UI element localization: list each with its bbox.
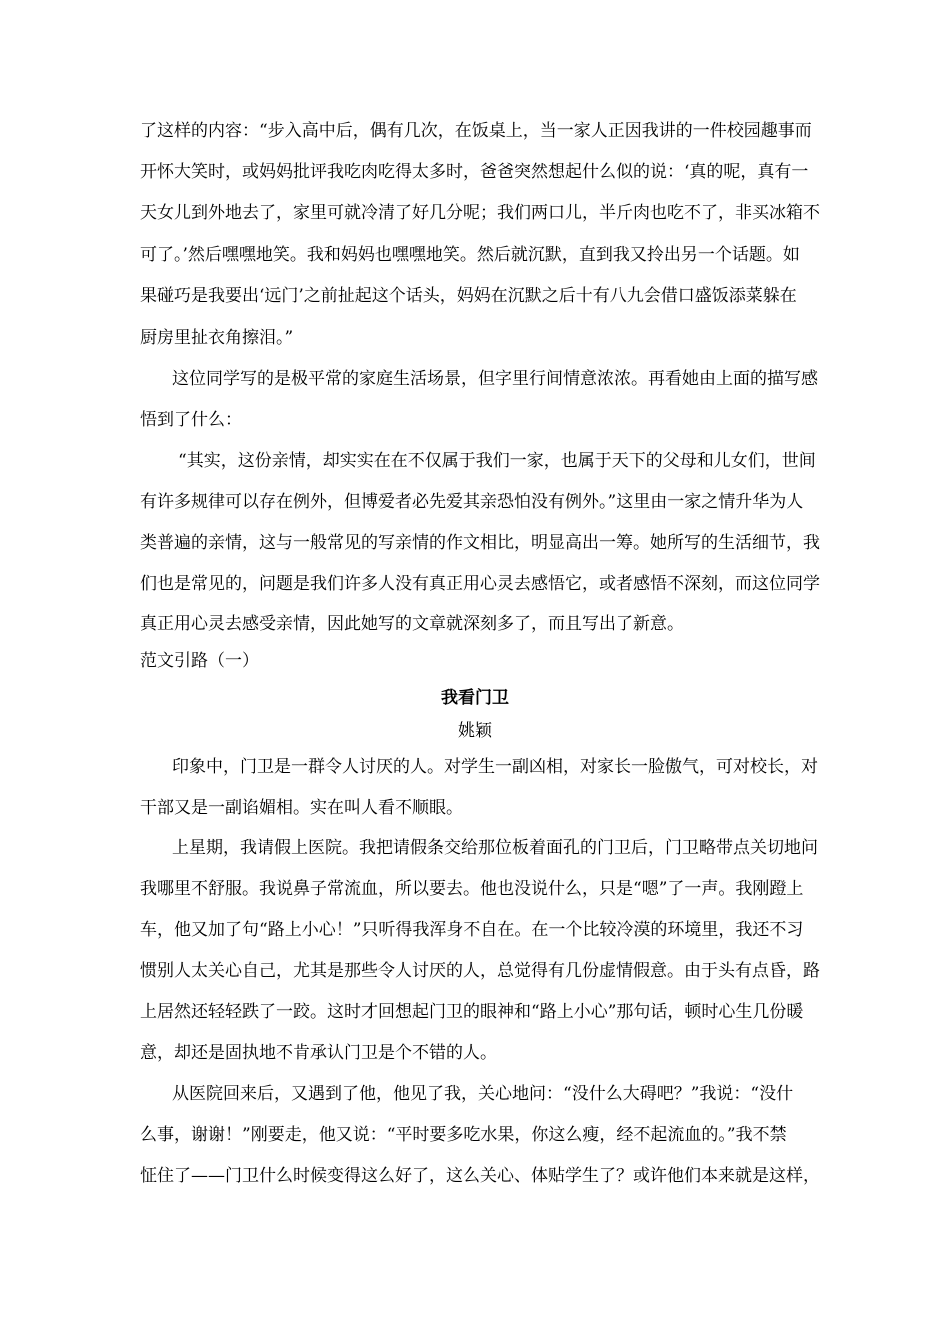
paragraph-line: 们也是常见的，问题是我们许多人没有真正用心灵去感悟它，或者感悟不深刻，而这位同学 [140, 574, 820, 594]
paragraph-line: 上星期，我请假上医院。我把请假条交给那位板着面孔的门卫后，门卫略带点关切地问 [172, 838, 818, 858]
paragraph-line: 干部又是一副谄媚相。实在叫人看不顺眼。 [140, 798, 463, 818]
paragraph-line: 印象中，门卫是一群令人讨厌的人。对学生一副凶相，对家长一脸傲气，可对校长，对 [172, 757, 818, 777]
paragraph-line: “其实，这份亲情，却实实在在不仅属于我们一家，也属于天下的父母和儿女们，世间 [178, 451, 816, 471]
essay-author: 姚颖 [458, 721, 492, 741]
section-label: 范文引路（一） [140, 651, 259, 671]
paragraph-line: 有许多规律可以存在例外，但博爱者必先爱其亲恐怕没有例外。”这里由一家之情升华为人 [140, 492, 804, 512]
paragraph-line: 果碰巧是我要出‘远门’之前扯起这个话头，妈妈在沉默之后十有八九会借口盛饭添菜躲在 [140, 286, 797, 306]
paragraph-line: 惯别人太关心自己，尤其是那些令人讨厌的人，总觉得有几份虚情假意。由于头有点昏，路 [140, 961, 820, 981]
paragraph-line: 悟到了什么： [140, 410, 242, 430]
paragraph-line: 了这样的内容：“步入高中后，偶有几次，在饭桌上，当一家人正因我讲的一件校园趣事而 [140, 121, 812, 141]
paragraph-line: 厨房里扯衣角擦泪。” [140, 328, 294, 348]
paragraph-line: 么事，谢谢！”刚要走，他又说：“平时要多吃水果，你这么瘦，经不起流血的。”我不禁 [140, 1125, 787, 1145]
paragraph-line: 真正用心灵去感受亲情，因此她写的文章就深刻多了，而且写出了新意。 [140, 614, 684, 634]
paragraph-line: 类普遍的亲情，这与一般常见的写亲情的作文相比，明显高出一筹。她所写的生活细节，我 [140, 533, 820, 553]
paragraph-line: 上居然还轻轻跌了一跤。这时才回想起门卫的眼神和“路上小心”那句话，顿时心生几份暖 [140, 1002, 804, 1022]
paragraph-line: 这位同学写的是极平常的家庭生活场景，但字里行间情意浓浓。再看她由上面的描写感 [172, 369, 818, 389]
paragraph-line: 天女儿到外地去了，家里可就冷清了好几分呢；我们两口儿，半斤肉也吃不了，非买冰箱不 [140, 203, 820, 223]
paragraph-line: 从医院回来后，又遇到了他，他见了我，关心地问：“没什么大碍吧？”我说：“没什 [172, 1084, 794, 1104]
paragraph-line: 可了。’然后嘿嘿地笑。我和妈妈也嘿嘿地笑。然后就沉默，直到我又拎出另一个话题。如 [140, 245, 800, 265]
paragraph-line: 车，他又加了句“路上小心！”只听得我浑身不自在。在一个比较冷漠的环境里，我还不习 [140, 920, 804, 940]
paragraph-line: 我哪里不舒服。我说鼻子常流血，所以要去。他也没说什么，只是“嗯”了一声。我刚蹬上 [140, 879, 804, 899]
paragraph-line: 开怀大笑时，或妈妈批评我吃肉吃得太多时，爸爸突然想起什么似的说：‘真的呢，真有一 [140, 162, 809, 182]
essay-title: 我看门卫 [441, 688, 509, 708]
paragraph-line: 意，却还是固执地不肯承认门卫是个不错的人。 [140, 1043, 497, 1063]
paragraph-line: 怔住了——门卫什么时候变得这么好了，这么关心、体贴学生了？或许他们本来就是这样， [140, 1166, 820, 1186]
